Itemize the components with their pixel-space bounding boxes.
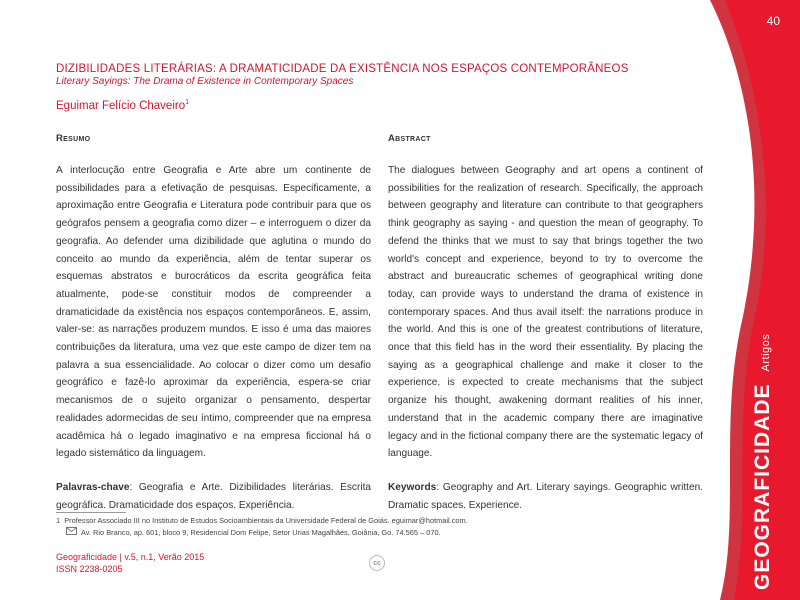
abstract-keywords-text: : Geography and Art. Literary sayings. Geographic written. Dramatic spaces. Experience. bbox=[388, 481, 703, 511]
abstract-heading: Abstract bbox=[388, 133, 431, 144]
abstract-keywords bbox=[388, 479, 703, 514]
resumo-keywords-text: : Geografia e Arte. Dizibilidades literárias. Escrita geográfica. Dramaticidade dos espaços. Experiência. bbox=[56, 481, 371, 511]
footnote bbox=[56, 515, 706, 539]
footnote-address-line bbox=[56, 527, 706, 539]
article-title: DIZIBILIDADES LITERÁRIAS: A DRAMATICIDADE DA EXISTÊNCIA NOS ESPAÇOS CONTEMPORÂNEOS bbox=[56, 63, 629, 75]
resumo-keywords bbox=[56, 479, 371, 514]
footnote-address: Av. Rio Branco, ap. 601, bloco 9, Residencial Dom Felipe, Setor Urias Magalhães, Goiânia, Go. 74.565 – 070. bbox=[81, 528, 441, 537]
article-subtitle: Literary Sayings: The Drama of Existence in Contemporary Spaces bbox=[56, 76, 354, 87]
resumo-heading: Resumo bbox=[56, 133, 91, 144]
footnote-text: Professor Associado III no Instituto de Estudos Socioambientais da Universidade Federal de Goiás. eguimar@hotmail.com. bbox=[64, 516, 468, 525]
author-name: Eguimar Felício Chaveiro bbox=[56, 99, 186, 112]
journal-reference bbox=[56, 551, 204, 575]
footnote-number: 1 bbox=[56, 516, 61, 525]
footnote-divider bbox=[56, 512, 126, 513]
section-label: Artigos bbox=[760, 333, 772, 372]
journal-citation: Geograficidade | v.5, n.1, Verão 2015 bbox=[56, 552, 205, 562]
abstract-keywords-label: Keywords bbox=[388, 481, 437, 493]
article-author bbox=[56, 99, 696, 112]
resumo-text: A interlocução entre Geografia e Arte abre um continente de possibilidades para a efetivação de pesquisas. Especificamente, a aproximação entre Geografia e Literatura pode contribuir para que os geógrafos pensem a geografia como dizer – e interroguem o dizer da geografia. Ao defender uma dizibilidade que aglutina o mundo do conceito ao mundo da experiência, além de tentar superar os esquemas abstratos e burocráticos da escrita geográfica feita atualmente, pode-se constituir modos de compreender a dramaticidade da existência nos espaços contemporâneos. E, assim, valer-se: as narrações produzem mundos. E isso é uma das maiores contribuições da literatura, uma vez que este campo de dizer tem na palavra a sua essencialidade. Ao colocar o dizer como um desafio geográfico e fazê-lo aproximar da experiência, espera-se criar mecanismos de o sujeito organizar o pensamento, despertar realidades adormecidas de seu íntimo, compreender que na empresa acadêmica há o legado imaginativo e na empresa ficcional há o legado sistemático da linguagem. bbox=[56, 165, 371, 460]
journal-name: GEOGRAFICIDADE bbox=[751, 383, 774, 590]
page-number: 40 bbox=[766, 14, 780, 28]
journal-issn: ISSN 2238-0205 bbox=[56, 564, 123, 574]
abstract-text: The dialogues between Geography and art opens a continent of possibilities for the realization of research. Specifically, the approach between geography and literature can contribute to that geographers think geography as saying - and question the mean of geography. To defend the thinks that we must to say that brings together the two world's concept and experience, beyond to try to overcome the abstract and bureaucratic schemes of geographical writing done today, can provide ways to understand the drama of existence in contemporary spaces. And thus avail itself: the narrations produce in the world. And this is one of the greatest contributions of literature, once that this field has in the word their essentiality. By placing the saying as a geographical challenge and make it closer to the experience, is expected to create mechanisms that the subject organize his thought, awakening dormant realities of his inner, understand that in the academic company there are imaginative legacy and in the fictional company there are the systematic legacy of language. bbox=[388, 165, 703, 460]
envelope-icon bbox=[66, 527, 77, 539]
resumo-keywords-label: Palavras-chave bbox=[56, 481, 130, 493]
resumo-column bbox=[56, 132, 371, 514]
journal-brand-vertical bbox=[751, 334, 775, 590]
article-header bbox=[56, 63, 696, 112]
author-footnote-marker[interactable]: 1 bbox=[185, 99, 190, 106]
creative-commons-icon[interactable]: cc bbox=[369, 555, 385, 571]
footnote-line bbox=[56, 515, 706, 527]
abstract-column bbox=[388, 132, 703, 514]
